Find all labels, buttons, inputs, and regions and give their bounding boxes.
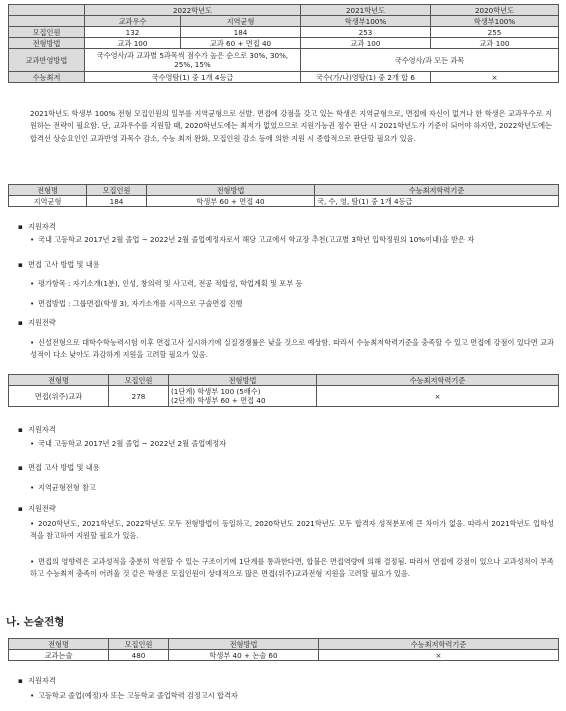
row-label: 모집인원 (9, 27, 85, 38)
bullet-heading (18, 504, 556, 514)
col-header: 모집인원 (109, 639, 169, 650)
bullet-icon: ▪ (18, 318, 23, 327)
header-2021-type: 학생부100% (301, 16, 431, 27)
bullet-text: 면접 고사 방법 및 내용 (28, 260, 100, 269)
row-label: 수능최저 (9, 72, 85, 83)
list-item (30, 337, 554, 362)
bullet-text: 지원전략 (28, 504, 56, 513)
table-cell: 교과 100 (301, 38, 431, 49)
table-cell: 132 (85, 27, 181, 38)
list-item (30, 438, 554, 450)
list-item (30, 518, 554, 543)
item-text: 면접의 영향력은 교과성적을 충분히 역전할 수 있는 구조이기에 1단계를 통과한다면, 합불은 면접역량에 의해 결정됨. 따라서 면접에 강점이 있으나 교과성적이 부족하고 수능최저 충족이 어려울 것 같은 학생은 모집인원이 상대적으로 많은 면접(위주)교과전형 지원을 고려할 필요가 있음. (30, 557, 554, 579)
bullet-icon: ▪ (18, 425, 23, 434)
item-text: 국내 고등학교 2017년 2월 졸업 ~ 2022년 2월 졸업예정자 (38, 439, 227, 448)
dot-icon: • (30, 519, 35, 528)
table-cell: × (431, 72, 559, 83)
bullet-heading (18, 318, 556, 328)
table-cell: 국수영사/과 모든 과목 (301, 49, 559, 72)
bullet-text: 지원자격 (28, 222, 56, 231)
table-cell: 학생부 60 + 면접 40 (147, 196, 315, 207)
list-item (30, 278, 554, 290)
dot-icon: • (30, 299, 35, 308)
table-cell: 255 (431, 27, 559, 38)
col-header: 전형방법 (147, 185, 315, 196)
bullet-icon: ▪ (18, 504, 23, 513)
dot-icon: • (30, 439, 35, 448)
item-text: 고등학교 졸업(예정)자 또는 고등학교 졸업학력 검정고시 합격자 (38, 691, 238, 700)
item-text: 지역균형전형 참고 (38, 483, 96, 492)
table-cell: 국, 수, 영, 탐(1) 중 1개 4등급 (315, 196, 559, 207)
col-header: 전형방법 (169, 375, 317, 386)
table-cell: 184 (181, 27, 301, 38)
table-cell: 교과 60 + 면접 40 (181, 38, 301, 49)
item-text: 국내 고등학교 2017년 2월 졸업 ~ 2022년 2월 졸업예정자로서 해당 고교에서 학교장 추천(고교별 3학년 입학정원의 10%이내)을 받은 자 (38, 235, 475, 244)
bullet-heading (18, 260, 556, 270)
section-title: 나. 논술전형 (6, 616, 65, 628)
bullet-icon: ▪ (18, 676, 23, 685)
bullet-icon: ▪ (18, 260, 23, 269)
col-header: 수능최저학력기준 (319, 639, 559, 650)
table-cell: 184 (87, 196, 147, 207)
table-cell: 교과 100 (431, 38, 559, 49)
bullet-heading (18, 425, 556, 435)
table-cell: × (317, 386, 559, 407)
item-text: 2020학년도, 2021학년도, 2022학년도 모두 전형방법이 동일하고, 2020학년도 2021학년도 모두 합격자 성적분포에 큰 차이가 없음. 따라서 2021학년도 입학성적을 참고하여 지원할 필요가 있음. (30, 519, 554, 541)
table-cell: 교과 100 (85, 38, 181, 49)
row-label: 교과반영방법 (9, 49, 85, 72)
bullet-text: 지원자격 (28, 425, 56, 434)
table-cell: × (319, 650, 559, 661)
jiyeok-table (8, 184, 559, 207)
table-cell: 국수(가/나)영탐(1) 중 2개 합 6 (301, 72, 431, 83)
dot-icon: • (30, 279, 35, 288)
dot-icon: • (30, 338, 35, 347)
header-empty-cell (9, 5, 85, 16)
item-text: 신설전형으로 대학수학능력시험 이후 면접고사 실시하기에 실질경쟁률은 낮을 것으로 예상함. 따라서 수능최저학력기준을 충족할 수 있고 면접에 강점이 있다면 교과성적이 다소 낮아도 과감하게 지원을 고려할 필요가 있음. (30, 338, 554, 360)
bullet-heading (18, 463, 556, 473)
table-cell: 국수영탐(1) 중 1개 4등급 (85, 72, 301, 83)
table-cell: 학생부 40 + 논술 60 (169, 650, 319, 661)
item-text: 면접방법 : 그룹면접(학생 3), 자기소개를 시작으로 구술면접 진행 (38, 299, 243, 308)
col-header: 전형명 (9, 375, 109, 386)
header-2020: 2020학년도 (431, 5, 559, 16)
table-cell (169, 386, 317, 407)
col-header: 전형방법 (169, 639, 319, 650)
table-cell: 278 (109, 386, 169, 407)
myeonjeop-table (8, 374, 559, 407)
dot-icon: • (30, 235, 35, 244)
bullet-heading (18, 222, 556, 232)
table-cell: 253 (301, 27, 431, 38)
summary-paragraph: 2021학년도 학생부 100% 전형 모집인원의 일부를 지역균형으로 선발. 면접에 강점을 갖고 있는 학생은 지역균형으로, 면접에 자신이 없거나 한 학생은 교과우수로 지원하는 전략이 필요함. 단, 교과우수를 지원할 때, 2020학년도에는 최저가 없었으므로 지원가능권 점수 판단 시 2021학년도가 기준이 되어야 하지만, 2022학년도에는 합격선 상승요인인 교과반영 과목수 감소, 수능 최저 완화, 모집인원 감소 등에 의한 지원 시 종합적으로 판단할 필요가 있음. (30, 109, 552, 143)
header-2020-type: 학생부100% (431, 16, 559, 27)
list-item (30, 234, 554, 246)
table-cell: 교과논술 (9, 650, 109, 661)
table-cell: 국수영사/과 교과별 5과목씩 점수가 높은 순으로 30%, 30%, 25%, 15% (85, 49, 301, 72)
header-2022: 2022학년도 (85, 5, 301, 16)
dot-icon: • (30, 691, 35, 700)
col-header: 수능최저학력기준 (317, 375, 559, 386)
bullet-text: 지원자격 (28, 676, 56, 685)
dot-icon: • (30, 557, 35, 566)
table-cell: 지역균형 (9, 196, 87, 207)
list-item (30, 298, 554, 310)
dot-icon: • (30, 483, 35, 492)
col-header: 수능최저학력기준 (315, 185, 559, 196)
row-label: 전형방법 (9, 38, 85, 49)
table-cell: 면접(위주)교과 (9, 386, 109, 407)
table-cell: 480 (109, 650, 169, 661)
col-header: 전형명 (9, 185, 87, 196)
header-empty-cell (9, 16, 85, 27)
bullet-text: 면접 고사 방법 및 내용 (28, 463, 100, 472)
header-gyogwa: 교과우수 (85, 16, 181, 27)
comparison-table (8, 4, 559, 83)
bullet-icon: ▪ (18, 463, 23, 472)
nonsul-table (8, 638, 559, 661)
list-item (30, 482, 554, 494)
header-2021: 2021학년도 (301, 5, 431, 16)
item-text: 평가항목 : 자기소개(1분), 인성, 창의력 및 사고력, 전공 적합성, 학업계획 및 포부 등 (38, 279, 303, 288)
method-line: (1단계) 학생부 100 (5배수) (171, 387, 261, 396)
col-header: 전형명 (9, 639, 109, 650)
col-header: 모집인원 (87, 185, 147, 196)
header-jiyeok: 지역균형 (181, 16, 301, 27)
method-line: (2단계) 학생부 60 + 면접 40 (171, 396, 266, 405)
list-item (30, 690, 554, 702)
col-header: 모집인원 (109, 375, 169, 386)
bullet-text: 지원전략 (28, 318, 56, 327)
bullet-heading (18, 676, 556, 686)
list-item (30, 556, 554, 581)
bullet-icon: ▪ (18, 222, 23, 231)
